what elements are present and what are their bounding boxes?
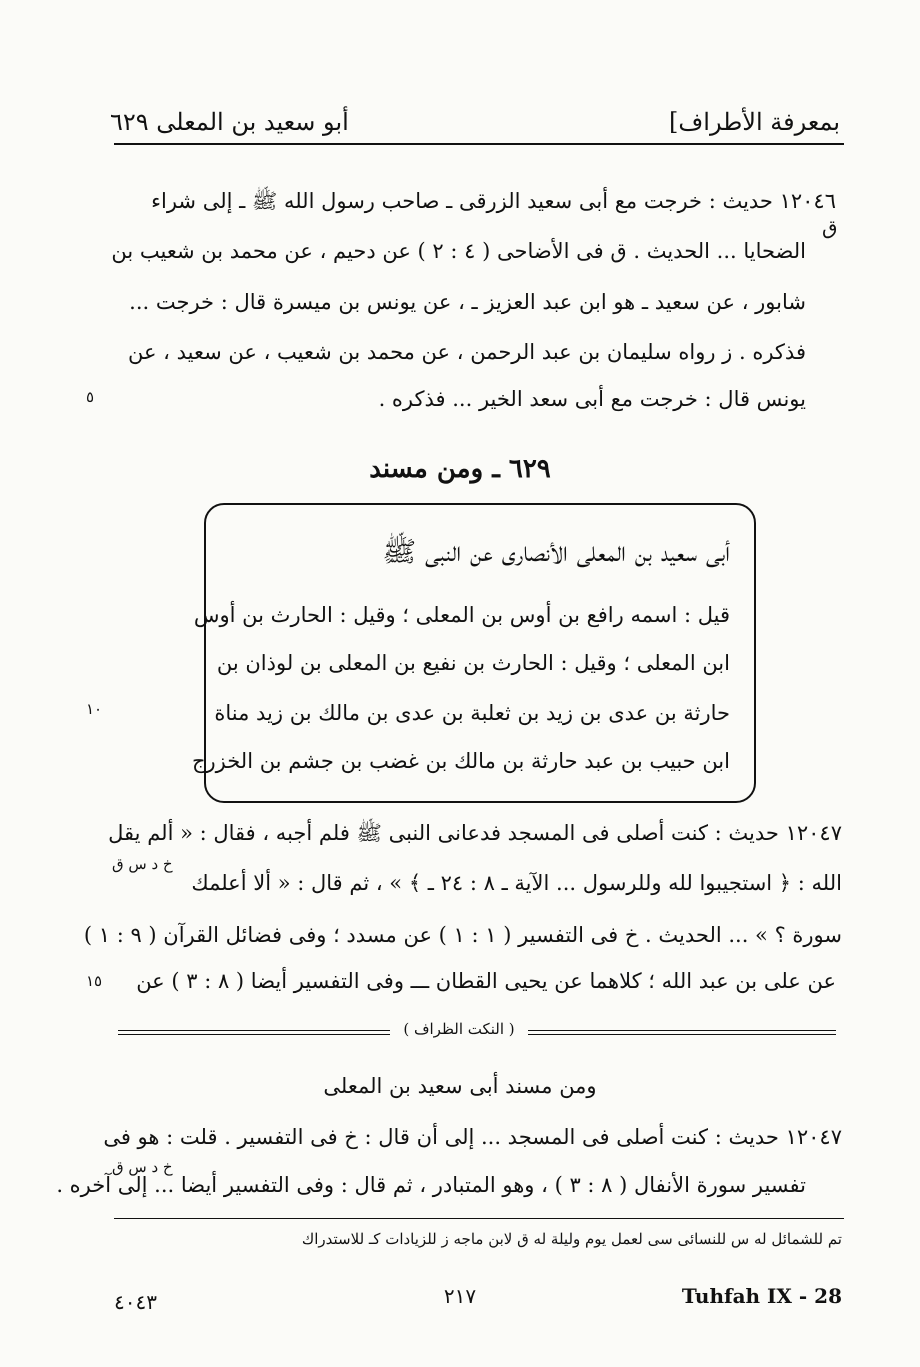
box-line: ابن المعلى ؛ وقيل : الحارث بن نفيع بن المعلى بن لوذان بن — [216, 651, 730, 675]
footer-volume-number: ٤٠٤٣ — [114, 1290, 157, 1314]
text-line: فذكره . ز رواه سليمان بن عبد الرحمن ، عن محمد بن شعيب ، عن سعيد ، عن — [127, 340, 806, 364]
text-line: ١٢٠٤٦ حديث : خرجت مع أبى سعيد الزرقى ـ صاحب رسول الله ﷺ ـ إلى شراء — [151, 189, 836, 213]
margin-code: خ د س ق — [112, 1158, 173, 1176]
section-heading: ٦٢٩ ـ ومن مسند — [369, 454, 551, 484]
line-marker: ١٠ — [86, 700, 103, 718]
footnote-abbreviations: تم للشمائل له س للنسائى سى لعمل يوم وليلة له ق لابن ماجه ز للزيادات كـ للاستدراك — [301, 1230, 842, 1248]
header-rule — [114, 143, 844, 145]
text-line: شابور ، عن سعيد ـ هو ابن عبد العزيز ـ ، عن يونس بن ميسرة قال : خرجت ... — [129, 290, 806, 314]
header-book-title: بمعرفة الأطراف] — [669, 108, 840, 136]
musnad-box-title: أبى سعيد بن المعلى الأنصارى عن النبى ﷺ — [382, 535, 730, 568]
box-line: قيل : اسمه رافع بن أوس بن المعلى ؛ وقيل : الحارث بن أوس — [193, 603, 730, 627]
box-line: حارثة بن عدى بن زيد بن ثعلبة بن عدى بن مالك بن زيد مناة — [214, 701, 730, 725]
nukat-divider-label: ( النكت الظراف ) — [403, 1020, 515, 1038]
header-chapter-title: أبو سعيد بن المعلى ٦٢٩ — [110, 108, 349, 136]
box-line: ابن حبيب بن عبد حارثة بن مالك بن غضب بن جشم بن الخزرج — [191, 749, 730, 773]
text-line: تفسير سورة الأنفال ( ٨ : ٣ ) ، وهو المتبادر ، ثم قال : وفى التفسير أيضا ... إلى آخره . — [56, 1173, 806, 1197]
text-line: ١٢٠٤٧ حديث : كنت أصلى فى المسجد فدعانى النبى ﷺ فلم أجبه ، فقال : « ألم يقل — [108, 821, 842, 845]
line-marker: ٥ — [86, 388, 95, 406]
nukat-divider-right — [528, 1030, 836, 1035]
footer-signature: Tuhfah IX - 28 — [681, 1284, 842, 1308]
nukat-divider-left — [118, 1030, 390, 1035]
text-line: يونس قال : خرجت مع أبى سعد الخير ... فذكره . — [378, 387, 806, 411]
page-number: ٢١٧ — [443, 1284, 477, 1308]
margin-code: ق — [822, 215, 838, 239]
margin-code: خ د س ق — [112, 855, 173, 873]
nukat-heading: ومن مسند أبى سعيد بن المعلى — [323, 1074, 597, 1098]
footnote-rule — [114, 1218, 844, 1219]
line-marker: ١٥ — [86, 972, 103, 990]
text-line: ١٢٠٤٧ حديث : كنت أصلى فى المسجد ... إلى أن قال : خ فى التفسير . قلت : هو فى — [103, 1125, 842, 1149]
text-line: عن على بن عبد الله ؛ كلاهما عن يحيى القطان ـــ وفى التفسير أيضا ( ٨ : ٣ ) عن — [136, 969, 836, 993]
text-line: الله : ﴿ استجيبوا لله وللرسول ... الآية ـ ٨ : ٢٤ ـ ﴾ » ، ثم قال : « ألا أعلمك — [191, 871, 842, 895]
text-line: سورة ؟ » ... الحديث . خ فى التفسير ( ١ : ١ ) عن مسدد ؛ وفى فضائل القرآن ( ٩ : ١ ) — [83, 923, 842, 947]
text-line: الضحايا ... الحديث . ق فى الأضاحى ( ٤ : ٢ ) عن دحيم ، عن محمد بن شعيب بن — [111, 239, 806, 263]
